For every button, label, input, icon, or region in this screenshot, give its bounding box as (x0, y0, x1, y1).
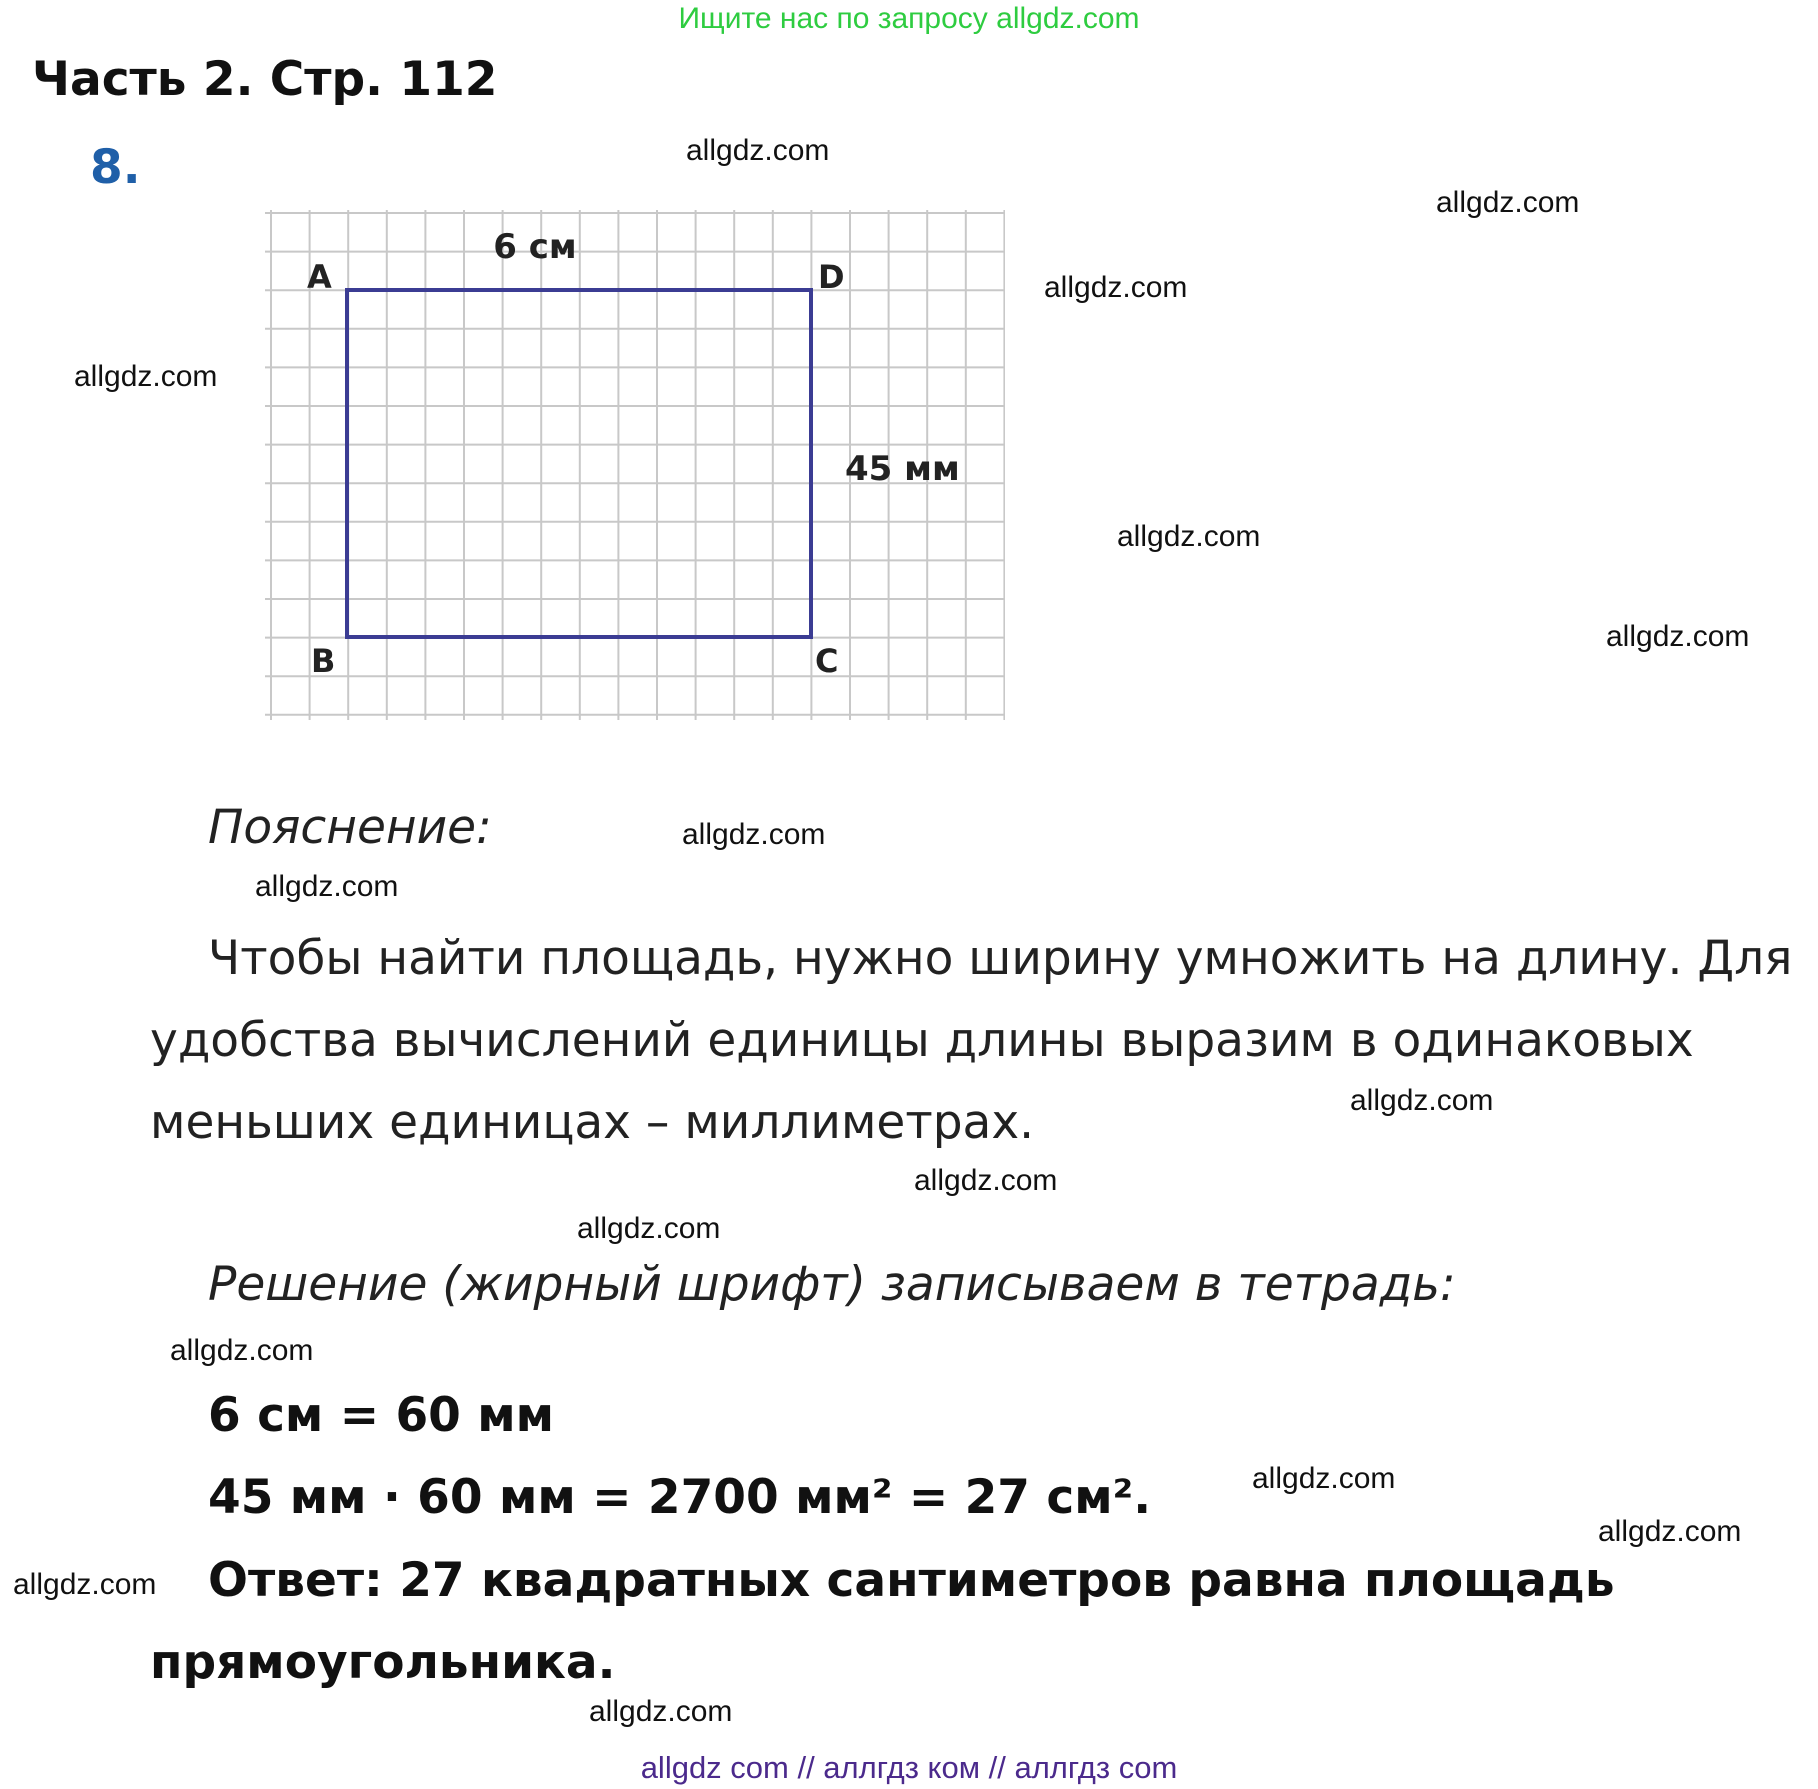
watermark: allgdz.com (1252, 1462, 1396, 1495)
answer-line: прямоугольника. (150, 1635, 616, 1690)
label-side: 45 мм (845, 449, 960, 489)
watermark: allgdz.com (1436, 186, 1580, 219)
rectangle-figure (265, 210, 1005, 720)
bottom-banner: allgdz com // аллгдз ком // аллгдз com (640, 1750, 1178, 1785)
top-banner: Ищите нас по запросу allgdz.com (678, 2, 1140, 35)
watermark: allgdz.com (255, 870, 399, 903)
vertex-b: B (311, 642, 336, 680)
watermark: allgdz.com (589, 1695, 733, 1728)
equation-2: 45 мм · 60 мм = 2700 мм² = 27 см². (208, 1470, 1152, 1525)
watermark: allgdz.com (1606, 620, 1750, 653)
answer-line: Ответ: 27 квадратных сантиметров равна площадь (208, 1553, 1615, 1608)
watermark: allgdz.com (686, 134, 830, 167)
vertex-c: C (815, 642, 839, 680)
watermark: allgdz.com (682, 818, 826, 851)
watermark: allgdz.com (170, 1334, 314, 1367)
equation-1: 6 см = 60 мм (208, 1388, 555, 1443)
vertex-a: A (307, 258, 332, 296)
watermark: allgdz.com (1117, 520, 1261, 553)
watermark: allgdz.com (1044, 271, 1188, 304)
watermark: allgdz.com (1350, 1084, 1494, 1117)
explanation-line: Чтобы найти площадь, нужно ширину умножить на длину. Для (208, 931, 1793, 986)
task-number: 8. (90, 140, 141, 195)
solution-heading: Решение (жирный шрифт) записываем в тетрадь: (208, 1257, 1456, 1312)
explanation-paragraph (150, 918, 1793, 1164)
page-heading: Часть 2. Стр. 112 (32, 52, 498, 107)
explanation-line: меньших единицах – миллиметрах. (150, 1095, 1035, 1150)
watermark: allgdz.com (74, 360, 218, 393)
watermark: allgdz.com (577, 1212, 721, 1245)
answer (150, 1540, 1615, 1704)
watermark: allgdz.com (13, 1568, 157, 1601)
watermark: allgdz.com (1598, 1515, 1742, 1548)
watermark: allgdz.com (914, 1164, 1058, 1197)
label-top: 6 см (493, 227, 577, 267)
explanation-heading: Пояснение: (208, 800, 492, 855)
explanation-line: удобства вычислений единицы длины выразим в одинаковых (150, 1013, 1694, 1068)
vertex-d: D (818, 258, 845, 296)
